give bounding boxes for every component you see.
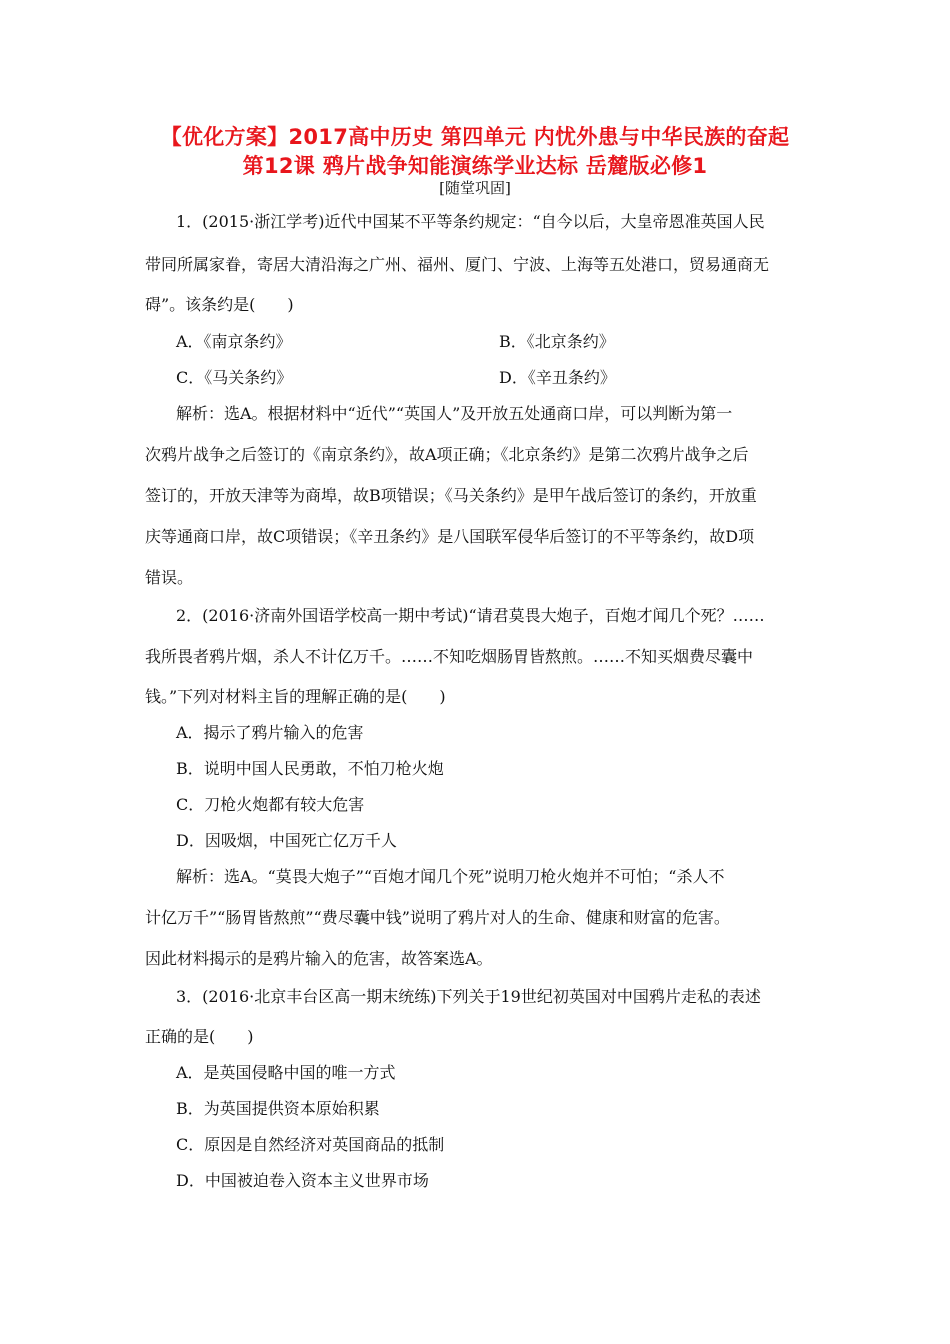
q3-option-b: B．为英国提供资本原始积累 [176,1099,380,1118]
q1-stem-line-3: 碍”。该条约是( ) [145,295,294,314]
q1-analysis-line-2: 次鸦片战争之后签订的《南京条约》，故A项正确；《北京条约》是第二次鸦片战争之后 [145,445,749,464]
q1-analysis-line-1: 解析：选A。根据材料中“近代”“英国人”及开放五处通商口岸，可以判断为第一 [176,404,733,423]
q2-stem-line-1: 2．(2016·济南外国语学校高一期中考试)“请君莫畏大炮子，百炮才闻几个死？…… [176,606,765,625]
q2-analysis-line-1: 解析：选A。“莫畏大炮子”“百炮才闻几个死”说明刀枪火炮并不可怕；“杀人不 [176,867,725,886]
q2-option-b: B．说明中国人民勇敢，不怕刀枪火炮 [176,759,444,778]
q3-stem-line-1: 3．(2016·北京丰台区高一期末统练)下列关于19世纪初英国对中国鸦片走私的表述 [176,987,761,1006]
q1-analysis-line-4: 庆等通商口岸，故C项错误；《辛丑条约》是八国联军侵华后签订的不平等条约，故D项 [145,527,755,546]
q2-analysis-line-2: 计亿万千”“肠胃皆熬煎”“费尽囊中钱”说明了鸦片对人的生命、健康和财富的危害。 [145,908,730,927]
q1-option-c: C．《马关条约》 [176,368,293,387]
q2-analysis-line-3: 因此材料揭示的是鸦片输入的危害，故答案选A。 [145,949,493,968]
q2-option-c: C．刀枪火炮都有较大危害 [176,795,365,814]
q2-option-d: D．因吸烟，中国死亡亿万千人 [176,831,397,850]
document-title-line-1: 【优化方案】2017高中历史 第四单元 内忧外患与中华民族的奋起 [160,125,790,149]
q3-option-c: C．原因是自然经济对英国商品的抵制 [176,1135,445,1154]
q1-stem-line-1: 1．(2015·浙江学考)近代中国某不平等条约规定：“自今以后，大皇帝恩准英国人民 [176,212,765,231]
q1-analysis-line-3: 签订的，开放天津等为商埠，故B项错误；《马关条约》是甲午战后签订的条约，开放重 [145,486,757,505]
q1-option-b: B．《北京条约》 [499,332,615,351]
q3-stem-line-2: 正确的是( ) [145,1027,254,1046]
q1-stem-line-2: 带同所属家眷，寄居大清沿海之广州、福州、厦门、宁波、上海等五处港口，贸易通商无 [145,255,770,274]
q2-stem-line-2: 我所畏者鸦片烟，杀人不计亿万千。……不知吃烟肠胃皆熬煎。……不知买烟费尽囊中 [145,647,754,666]
q2-stem-line-3: 钱。”下列对材料主旨的理解正确的是( ) [145,687,446,706]
q2-option-a: A．揭示了鸦片输入的危害 [176,723,364,742]
section-label: [随堂巩固] [439,179,511,197]
q3-option-a: A．是英国侵略中国的唯一方式 [176,1063,396,1082]
document-title-line-2: 第12课 鸦片战争知能演练学业达标 岳麓版必修1 [242,154,708,178]
q3-option-d: D．中国被迫卷入资本主义世界市场 [176,1171,429,1190]
q1-option-d: D．《辛丑条约》 [499,368,616,387]
q1-option-a: A．《南京条约》 [176,332,292,351]
q1-analysis-line-5: 错误。 [145,568,194,587]
